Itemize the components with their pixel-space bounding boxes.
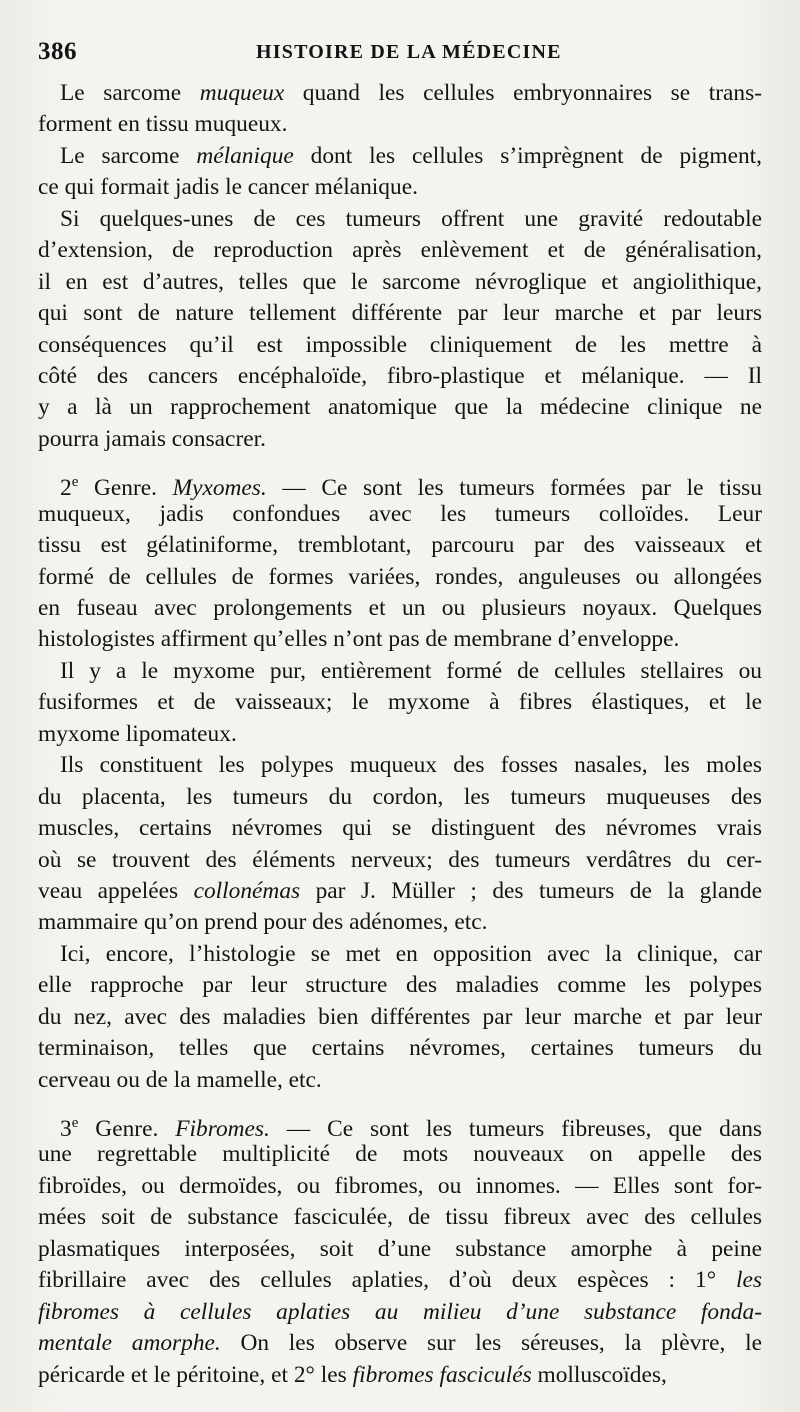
text-run: Ils constituent les polypes muqueux des fosses nasales, les moles <box>60 752 762 779</box>
text-run: fibrillaire avec des cellules aplaties, d’où deux espèces : 1° <box>38 1267 737 1294</box>
paragraph-p8 <box>38 1108 762 1391</box>
text-line <box>38 424 762 455</box>
text-line <box>38 687 762 718</box>
text-run: fusiformes et de vaisseaux; le myxome à fibres élastiques, et le <box>38 689 762 716</box>
text-run: histologistes affirment qu’elles n’ont pas de membrane d’enveloppe. <box>38 626 680 653</box>
text-run: elle rapproche par leur structure des maladies comme les polypes <box>38 972 762 999</box>
text-run: une regrettable multiplicité de mots nouveaux on appelle des <box>38 1141 762 1168</box>
italic-text: Fibromes. <box>175 1115 270 1142</box>
paragraph-p1 <box>38 78 762 141</box>
text-line <box>38 1171 762 1202</box>
text-line <box>38 593 762 624</box>
page-header <box>38 38 760 70</box>
text-run: 3 <box>60 1115 72 1142</box>
text-line <box>38 970 762 1001</box>
text-line <box>38 1297 762 1328</box>
paragraph-p7 <box>38 939 762 1096</box>
italic-text: fibromes fasciculés <box>352 1361 532 1388</box>
text-line <box>38 499 762 530</box>
text-line <box>38 330 762 361</box>
text-run: — Ce sont les tumeurs fibreuses, que dans <box>269 1115 762 1142</box>
text-line <box>38 656 762 687</box>
text-run: mées soit de substance fasciculée, de tissu fibreux avec des cellules <box>38 1204 762 1231</box>
text-run: quand les cellules embryonnaires se trans- <box>284 80 762 106</box>
text-run: en fuseau avec prolongements et un ou plusieurs noyaux. Quelques <box>38 595 762 621</box>
text-run: y a là un rapprochement anatomique que la médecine clinique ne <box>38 394 762 421</box>
text-run: Le sarcome <box>60 142 197 169</box>
paragraph-p6 <box>38 750 762 939</box>
text-run: cerveau ou de la mamelle, etc. <box>38 1066 322 1093</box>
text-run: mammaire qu’on prend pour des adénomes, etc. <box>38 909 488 936</box>
text-line <box>38 78 762 109</box>
text-line <box>38 467 762 502</box>
text-run: plasmatiques interposées, soit d’une substance amorphe à peine <box>38 1235 762 1262</box>
text-line <box>38 624 762 655</box>
text-line <box>38 750 762 781</box>
text-run: conséquences qu’il est impossible cliniquement de les mettre à <box>38 331 762 358</box>
text-run: veau appelées <box>38 877 194 904</box>
text-run: Si quelques-unes de ces tumeurs offrent une gravité redoutable <box>60 205 762 232</box>
text-run: péricarde et le péritoine, et 2° les <box>38 1361 353 1388</box>
text-line <box>38 1108 762 1142</box>
text-line <box>38 392 762 423</box>
text-line <box>38 1328 762 1359</box>
text-run: — Ce sont les tumeurs formées par le tissu <box>266 475 762 502</box>
italic-text: muqueux <box>199 80 285 106</box>
text-run: côté des cancers encéphaloïde, fibro-plastique et mélanique. — Il <box>38 362 762 389</box>
text-run: du nez, avec des maladies bien différentes par leur marche et par leur <box>38 1003 762 1030</box>
text-line <box>38 1234 762 1265</box>
text-line <box>38 562 762 593</box>
text-run: dont les cellules s’imprègnent de pigment, <box>293 142 762 169</box>
text-run: du placenta, les tumeurs du cordon, les tumeurs muqueuses des <box>38 783 762 810</box>
text-line <box>38 235 762 266</box>
superscript: e <box>71 1115 79 1131</box>
text-line <box>38 782 762 813</box>
text-run: fibroïdes, ou dermoïdes, ou fibromes, ou innomes. — Elles sont for- <box>38 1172 762 1199</box>
paragraph-p4 <box>38 467 762 656</box>
text-line <box>38 907 762 938</box>
text-run: terminaison, telles que certains névromes, certaines tumeurs du <box>38 1035 762 1062</box>
text-run: où se trouvent des éléments nerveux; des tumeurs verdâtres du cer- <box>38 846 762 873</box>
running-title: HISTOIRE DE LA MÉDECINE <box>256 41 562 63</box>
text-line <box>38 939 762 970</box>
page-number: 386 <box>38 38 77 65</box>
italic-text: fibromes à cellules aplaties au milieu d’une substance fonda- <box>38 1298 762 1325</box>
text-run: forment en tissu muqueux. <box>38 111 288 138</box>
text-line <box>38 530 762 561</box>
text-run: muscles, certains névromes qui se distinguent des névromes vrais <box>38 815 762 842</box>
superscript: e <box>71 474 79 491</box>
text-run: d’extension, de reproduction après enlèvement et de généralisation, <box>38 237 762 264</box>
text-line <box>38 109 762 140</box>
text-line <box>38 1139 762 1170</box>
text-line <box>38 267 762 298</box>
text-line <box>38 1202 762 1233</box>
italic-text: collonémas <box>193 877 301 904</box>
text-run: On les observe sur les séreuses, la plèvre, le <box>220 1330 762 1357</box>
text-line <box>38 719 762 750</box>
paragraph-p5 <box>38 656 762 750</box>
text-line <box>38 1360 762 1391</box>
italic-text: mélanique <box>196 142 294 169</box>
body-text <box>38 78 762 1391</box>
text-run: ce qui formait jadis le cancer mélanique. <box>38 174 418 201</box>
italic-text: mentale amorphe. <box>38 1330 221 1357</box>
paragraph-gap <box>38 455 762 467</box>
text-line <box>38 141 762 172</box>
text-run: muqueux, jadis confondues avec les tumeurs colloïdes. Leur <box>38 500 762 527</box>
text-run: Genre. <box>78 475 173 502</box>
paragraph-p3 <box>38 204 762 456</box>
text-line <box>38 1065 762 1096</box>
text-run: tissu est gélatiniforme, tremblotant, parcouru par des vaisseaux et <box>38 532 762 559</box>
text-line <box>38 1002 762 1033</box>
text-run: myxome lipomateux. <box>38 720 237 747</box>
text-line <box>38 204 762 235</box>
text-line <box>38 298 762 329</box>
text-line <box>38 1265 762 1296</box>
text-line <box>38 361 762 392</box>
text-line <box>38 845 762 876</box>
text-run: molluscoïdes, <box>531 1361 667 1388</box>
text-run: formé de cellules de formes variées, rondes, anguleuses ou allongées <box>38 563 762 590</box>
text-line <box>38 813 762 844</box>
paragraph-p2 <box>38 141 762 204</box>
text-line <box>38 172 762 203</box>
text-run: qui sont de nature tellement différente par leur marche et par leurs <box>38 300 762 327</box>
italic-text: Myxomes. <box>172 475 267 502</box>
text-run: pourra jamais consacrer. <box>38 425 266 452</box>
text-run: 2 <box>60 475 72 502</box>
text-line <box>38 1033 762 1064</box>
text-run: Ici, encore, l’histologie se met en opposition avec la clinique, car <box>60 940 762 967</box>
text-line <box>38 876 762 907</box>
text-run: il en est d’autres, telles que le sarcome névroglique et angiolithique, <box>38 268 762 295</box>
text-run: Genre. <box>78 1115 176 1142</box>
text-run: Le sarcome <box>60 80 200 106</box>
text-run: Il y a le myxome pur, entièrement formé de cellules stellaires ou <box>60 657 762 684</box>
italic-text: les <box>736 1267 762 1294</box>
paragraph-gap <box>38 1096 762 1108</box>
text-run: par J. Müller ; des tumeurs de la glande <box>300 877 762 904</box>
